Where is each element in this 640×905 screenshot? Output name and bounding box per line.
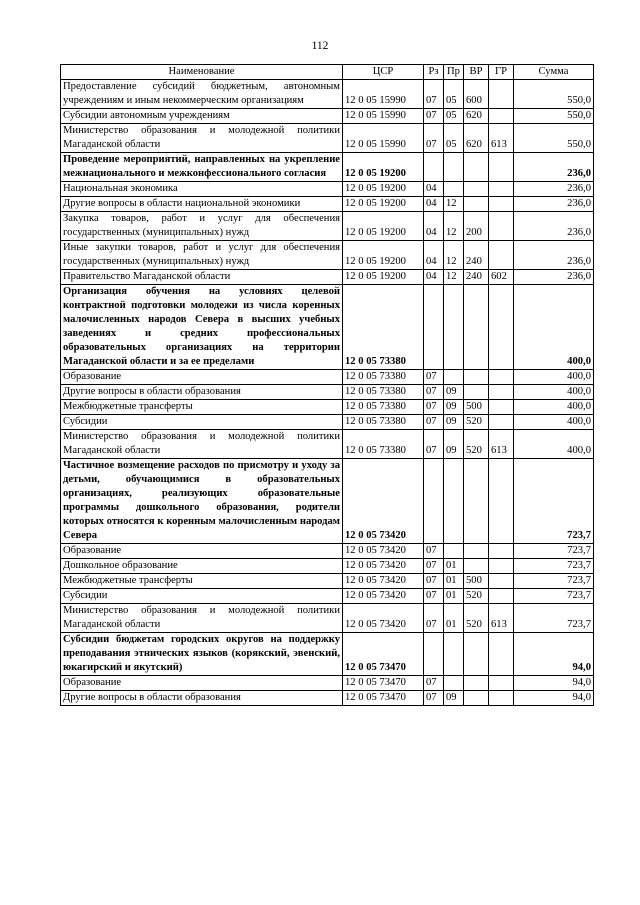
cell-gr: 613 [489, 430, 514, 459]
cell-rz: 04 [424, 270, 444, 285]
cell-gr [489, 559, 514, 574]
cell-name: Министерство образования и молодежной политики Магаданской области [61, 430, 343, 459]
table-row [61, 197, 594, 212]
cell-rz: 07 [424, 80, 444, 109]
cell-vr: 520 [464, 589, 489, 604]
cell-gr [489, 285, 514, 370]
cell-csr: 12 0 05 73380 [343, 400, 424, 415]
cell-pr: 01 [444, 559, 464, 574]
cell-rz: 07 [424, 574, 444, 589]
cell-sum: 550,0 [514, 124, 594, 153]
cell-sum: 723,7 [514, 559, 594, 574]
cell-rz [424, 633, 444, 676]
cell-pr [444, 676, 464, 691]
cell-csr: 12 0 05 73470 [343, 633, 424, 676]
cell-pr: 12 [444, 270, 464, 285]
table-row [61, 559, 594, 574]
cell-gr [489, 153, 514, 182]
cell-csr: 12 0 05 73420 [343, 559, 424, 574]
cell-pr [444, 285, 464, 370]
cell-name: Другие вопросы в области национальной экономики [61, 197, 343, 212]
cell-vr: 520 [464, 604, 489, 633]
cell-gr [489, 370, 514, 385]
cell-vr [464, 691, 489, 706]
cell-rz: 07 [424, 589, 444, 604]
cell-rz: 07 [424, 676, 444, 691]
cell-name: Предоставление субсидий бюджетным, автономным учреждениям и иным некоммерческим организациям [61, 80, 343, 109]
cell-sum: 236,0 [514, 153, 594, 182]
cell-vr [464, 544, 489, 559]
cell-sum: 400,0 [514, 415, 594, 430]
cell-pr: 05 [444, 80, 464, 109]
cell-pr: 12 [444, 197, 464, 212]
cell-rz: 04 [424, 182, 444, 197]
cell-rz [424, 153, 444, 182]
cell-rz: 07 [424, 415, 444, 430]
cell-pr [444, 370, 464, 385]
cell-sum: 723,7 [514, 459, 594, 544]
cell-gr [489, 400, 514, 415]
cell-name: Дошкольное образование [61, 559, 343, 574]
table-row [61, 574, 594, 589]
cell-sum: 400,0 [514, 285, 594, 370]
cell-sum: 550,0 [514, 109, 594, 124]
cell-vr: 520 [464, 415, 489, 430]
cell-vr [464, 370, 489, 385]
header-vr: ВР [464, 65, 489, 80]
table-body [61, 80, 594, 706]
table-row [61, 459, 594, 544]
cell-pr: 09 [444, 415, 464, 430]
cell-name: Иные закупки товаров, работ и услуг для обеспечения государственных (муниципальных) нужд [61, 241, 343, 270]
table-row [61, 633, 594, 676]
cell-name: Правительство Магаданской области [61, 270, 343, 285]
table-row [61, 604, 594, 633]
cell-vr: 520 [464, 430, 489, 459]
cell-sum: 236,0 [514, 241, 594, 270]
cell-csr: 12 0 05 19200 [343, 241, 424, 270]
cell-name: Организация обучения на условиях целевой контрактной подготовки молодежи из числа коренных малочисленных народов Севера в высших учебных заведениях и средних профессиональных образовательных организациях на территории Магаданской области и за ее пределами [61, 285, 343, 370]
cell-csr: 12 0 05 73380 [343, 370, 424, 385]
page-number: 112 [311, 40, 329, 52]
cell-rz: 07 [424, 109, 444, 124]
table-row [61, 80, 594, 109]
cell-rz: 07 [424, 370, 444, 385]
cell-name: Образование [61, 370, 343, 385]
cell-rz: 04 [424, 212, 444, 241]
cell-vr [464, 197, 489, 212]
cell-rz: 07 [424, 385, 444, 400]
cell-pr: 09 [444, 385, 464, 400]
cell-vr: 620 [464, 109, 489, 124]
cell-csr: 12 0 05 19200 [343, 197, 424, 212]
table-header-row [61, 65, 594, 80]
cell-sum: 94,0 [514, 691, 594, 706]
cell-sum: 723,7 [514, 574, 594, 589]
cell-pr: 01 [444, 589, 464, 604]
cell-gr [489, 589, 514, 604]
cell-vr: 200 [464, 212, 489, 241]
cell-csr: 12 0 05 73420 [343, 589, 424, 604]
table-row [61, 400, 594, 415]
cell-name: Национальная экономика [61, 182, 343, 197]
table-row [61, 415, 594, 430]
header-pr: Пр [444, 65, 464, 80]
cell-gr [489, 197, 514, 212]
header-gr: ГР [489, 65, 514, 80]
table-row [61, 270, 594, 285]
cell-sum: 236,0 [514, 197, 594, 212]
cell-sum: 236,0 [514, 182, 594, 197]
cell-pr: 12 [444, 241, 464, 270]
cell-name: Образование [61, 676, 343, 691]
cell-rz: 04 [424, 197, 444, 212]
cell-rz [424, 285, 444, 370]
cell-name: Министерство образования и молодежной политики Магаданской области [61, 604, 343, 633]
cell-gr [489, 109, 514, 124]
cell-sum: 723,7 [514, 589, 594, 604]
cell-pr [444, 153, 464, 182]
header-name: Наименование [61, 65, 343, 80]
cell-vr: 600 [464, 80, 489, 109]
cell-csr: 12 0 05 73380 [343, 415, 424, 430]
cell-sum: 550,0 [514, 80, 594, 109]
cell-vr: 500 [464, 400, 489, 415]
cell-gr: 613 [489, 124, 514, 153]
cell-csr: 12 0 05 73470 [343, 676, 424, 691]
table-row [61, 153, 594, 182]
table-row [61, 182, 594, 197]
table-row [61, 124, 594, 153]
cell-rz: 07 [424, 430, 444, 459]
cell-sum: 94,0 [514, 633, 594, 676]
cell-vr: 240 [464, 241, 489, 270]
cell-csr: 12 0 05 73420 [343, 604, 424, 633]
cell-pr: 01 [444, 604, 464, 633]
cell-pr: 01 [444, 574, 464, 589]
cell-pr [444, 459, 464, 544]
table-row [61, 589, 594, 604]
cell-vr [464, 459, 489, 544]
table-row [61, 385, 594, 400]
cell-name: Субсидии бюджетам городских округов на поддержку преподавания этнических языков (корякский, эвенский, юкагирский и якутский) [61, 633, 343, 676]
table-row [61, 212, 594, 241]
cell-vr [464, 153, 489, 182]
cell-csr: 12 0 05 73380 [343, 385, 424, 400]
cell-gr [489, 415, 514, 430]
cell-gr [489, 544, 514, 559]
cell-pr [444, 182, 464, 197]
cell-gr [489, 574, 514, 589]
cell-name: Министерство образования и молодежной политики Магаданской области [61, 124, 343, 153]
table-row [61, 285, 594, 370]
cell-vr [464, 385, 489, 400]
cell-sum: 400,0 [514, 370, 594, 385]
cell-gr [489, 182, 514, 197]
cell-rz: 07 [424, 604, 444, 633]
cell-csr: 12 0 05 15990 [343, 124, 424, 153]
header-csr: ЦСР [343, 65, 424, 80]
cell-sum: 236,0 [514, 270, 594, 285]
table-row [61, 370, 594, 385]
cell-pr: 09 [444, 691, 464, 706]
cell-vr [464, 559, 489, 574]
cell-rz: 07 [424, 400, 444, 415]
cell-sum: 400,0 [514, 400, 594, 415]
cell-csr: 12 0 05 73380 [343, 430, 424, 459]
cell-csr: 12 0 05 73420 [343, 574, 424, 589]
cell-csr: 12 0 05 73420 [343, 544, 424, 559]
cell-name: Межбюджетные трансферты [61, 574, 343, 589]
cell-gr [489, 385, 514, 400]
cell-sum: 723,7 [514, 604, 594, 633]
cell-sum: 400,0 [514, 385, 594, 400]
cell-name: Другие вопросы в области образования [61, 385, 343, 400]
cell-vr: 620 [464, 124, 489, 153]
cell-name: Частичное возмещение расходов по присмотру и уходу за детьми, обучающимися в образовательных организациях, реализующих образовательные программы дошкольного образования, родители которых относятся к коренным малочисленным народам Севера [61, 459, 343, 544]
budget-table [60, 64, 594, 706]
cell-csr: 12 0 05 19200 [343, 182, 424, 197]
cell-name: Межбюджетные трансферты [61, 400, 343, 415]
cell-pr: 09 [444, 400, 464, 415]
cell-pr: 05 [444, 109, 464, 124]
cell-gr [489, 241, 514, 270]
cell-pr: 05 [444, 124, 464, 153]
cell-rz: 04 [424, 241, 444, 270]
cell-gr [489, 691, 514, 706]
cell-sum: 236,0 [514, 212, 594, 241]
cell-sum: 400,0 [514, 430, 594, 459]
cell-csr: 12 0 05 73470 [343, 691, 424, 706]
cell-gr [489, 633, 514, 676]
cell-pr [444, 633, 464, 676]
cell-sum: 94,0 [514, 676, 594, 691]
table-row [61, 241, 594, 270]
cell-gr [489, 676, 514, 691]
cell-name: Образование [61, 544, 343, 559]
cell-vr [464, 633, 489, 676]
cell-gr [489, 212, 514, 241]
cell-gr: 602 [489, 270, 514, 285]
cell-vr: 500 [464, 574, 489, 589]
cell-rz: 07 [424, 691, 444, 706]
cell-rz: 07 [424, 124, 444, 153]
cell-vr [464, 676, 489, 691]
cell-csr: 12 0 05 19200 [343, 153, 424, 182]
table-row [61, 544, 594, 559]
cell-gr: 613 [489, 604, 514, 633]
cell-csr: 12 0 05 19200 [343, 212, 424, 241]
cell-gr [489, 459, 514, 544]
cell-pr: 09 [444, 430, 464, 459]
cell-vr [464, 182, 489, 197]
cell-pr [444, 544, 464, 559]
cell-csr: 12 0 05 15990 [343, 109, 424, 124]
cell-csr: 12 0 05 73420 [343, 459, 424, 544]
header-sum: Сумма [514, 65, 594, 80]
cell-vr [464, 285, 489, 370]
cell-rz [424, 459, 444, 544]
table-row [61, 109, 594, 124]
cell-gr [489, 80, 514, 109]
cell-rz: 07 [424, 544, 444, 559]
cell-sum: 723,7 [514, 544, 594, 559]
cell-vr: 240 [464, 270, 489, 285]
cell-csr: 12 0 05 15990 [343, 80, 424, 109]
cell-name: Субсидии автономным учреждениям [61, 109, 343, 124]
cell-csr: 12 0 05 19200 [343, 270, 424, 285]
cell-name: Другие вопросы в области образования [61, 691, 343, 706]
cell-name: Проведение мероприятий, направленных на укрепление межнационального и межконфессионального согласия [61, 153, 343, 182]
cell-name: Субсидии [61, 589, 343, 604]
table-row [61, 691, 594, 706]
table-row [61, 430, 594, 459]
cell-name: Субсидии [61, 415, 343, 430]
header-rz: Рз [424, 65, 444, 80]
cell-csr: 12 0 05 73380 [343, 285, 424, 370]
table-row [61, 676, 594, 691]
cell-pr: 12 [444, 212, 464, 241]
cell-rz: 07 [424, 559, 444, 574]
cell-name: Закупка товаров, работ и услуг для обеспечения государственных (муниципальных) нужд [61, 212, 343, 241]
